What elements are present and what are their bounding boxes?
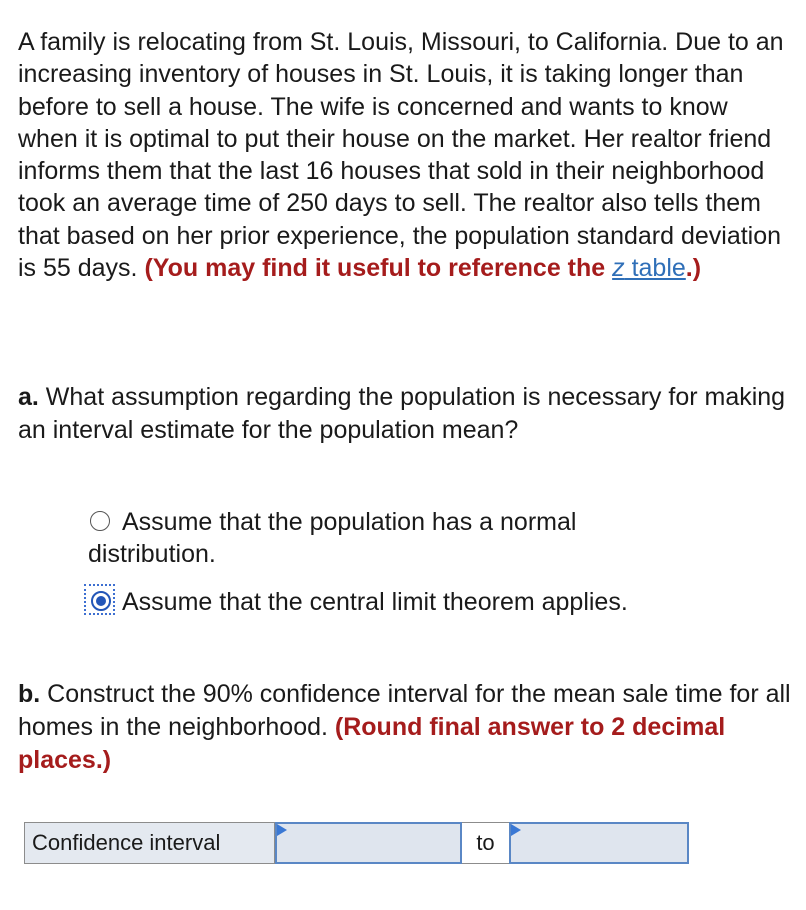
confidence-interval-table [24, 822, 689, 864]
part-b-question [18, 678, 798, 777]
hint-prefix: (You may find it useful to reference the [144, 254, 613, 283]
z-table-link[interactable] [612, 254, 686, 282]
rounding-instruction: (Round final answer to 2 decimal places.) [18, 713, 726, 774]
problem-intro-text: A family is relocating from St. Louis, Missouri, to California. Due to an increasing inventory of houses in St. Louis, it is taking longer than before to sell a house. The wife is concerned and wants to know when it is optimal to put their house on the market. Her realtor friend informs them that the last 16 houses that sold in their neighborhood took an average time of 250 days to sell. The realtor also tells them that based on her prior experience, the population standard deviation is 55 days. [18, 28, 784, 283]
part-b-label: b. [18, 680, 41, 708]
part-b-question-text: Construct the 90% confidence interval for the mean sale time for all homes in the neighborhood. [18, 680, 791, 741]
lower-bound-input[interactable] [275, 822, 462, 864]
radio-selected-dot-icon [96, 596, 106, 606]
interval-separator: to [462, 822, 509, 864]
part-a-question [18, 381, 793, 447]
part-a-label: a. [18, 383, 39, 411]
option-normal-distribution[interactable] [88, 506, 708, 570]
option-normal-distribution-label: Assume that the population has a normal distribution. [88, 508, 577, 568]
z-table-link-italic: z [612, 254, 625, 283]
reference-hint [144, 254, 701, 282]
option-central-limit-theorem[interactable] [88, 586, 708, 618]
upper-bound-input[interactable] [509, 822, 689, 864]
upper-bound-cell [509, 822, 689, 864]
option-central-limit-theorem-label: Assume that the central limit theorem applies. [122, 588, 628, 616]
radio-button-unselected[interactable] [90, 511, 110, 531]
lower-bound-cell [275, 822, 462, 864]
part-a-question-text: What assumption regarding the population is necessary for making an interval estimate for the population mean? [18, 383, 786, 444]
hint-suffix: .) [685, 254, 702, 283]
radio-button-selected[interactable] [91, 591, 111, 611]
assumption-options [88, 506, 708, 618]
z-table-link-text: table [624, 254, 686, 283]
problem-statement [18, 26, 793, 284]
confidence-interval-label: Confidence interval [24, 822, 275, 864]
